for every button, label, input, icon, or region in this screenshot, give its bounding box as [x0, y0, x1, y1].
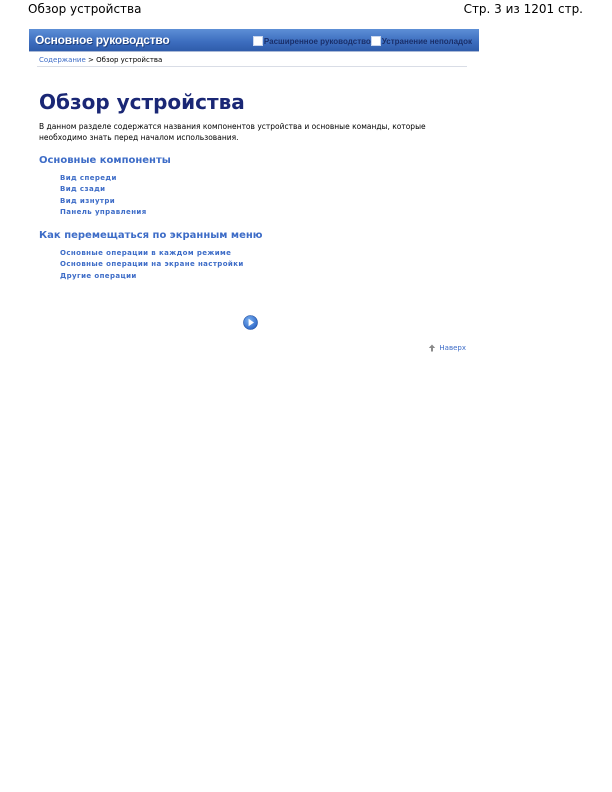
troubleshooting-link[interactable]	[371, 36, 472, 46]
breadcrumb-home-link[interactable]: Содержание	[39, 56, 86, 64]
advanced-guide-label: Расширенное руководство	[263, 36, 371, 46]
section-heading-menu-navigation: Как перемещаться по экранным меню	[39, 230, 263, 241]
checkbox-icon	[371, 36, 381, 46]
next-page-button[interactable]	[243, 315, 258, 330]
page-title: Обзор устройства	[39, 90, 245, 114]
section-heading-components: Основные компоненты	[39, 155, 171, 166]
components-link-list	[60, 173, 147, 218]
link-operation-panel[interactable]: Панель управления	[60, 207, 147, 216]
checkbox-icon	[253, 36, 263, 46]
breadcrumb-current: Обзор устройства	[96, 56, 163, 64]
play-circle-icon	[243, 315, 258, 330]
advanced-guide-link[interactable]	[253, 36, 371, 46]
guide-banner	[29, 29, 479, 51]
breadcrumb-separator: >	[88, 56, 94, 64]
divider	[37, 66, 467, 67]
back-to-top-label: Наверх	[439, 344, 466, 352]
print-header-title: Обзор устройства	[28, 2, 142, 16]
banner-title: Основное руководство	[35, 33, 170, 47]
link-basic-operations-settings[interactable]: Основные операции на экране настройки	[60, 260, 244, 269]
link-inside-view[interactable]: Вид изнутри	[60, 196, 116, 205]
link-other-operations[interactable]: Другие операции	[60, 271, 137, 280]
link-rear-view[interactable]: Вид сзади	[60, 185, 106, 194]
breadcrumb	[39, 56, 162, 64]
intro-text: В данном разделе содержатся названия компонентов устройства и основные команды, которые необходимо знать перед началом использования.	[39, 122, 426, 142]
link-front-view[interactable]: Вид спереди	[60, 174, 117, 182]
print-header-page-counter: Стр. 3 из 1201 стр.	[463, 2, 583, 16]
banner-links	[253, 36, 472, 46]
troubleshooting-label: Устранение неполадок	[381, 36, 472, 46]
link-basic-operations-each-mode[interactable]: Основные операции в каждом режиме	[60, 249, 232, 257]
back-to-top-link[interactable]	[428, 344, 466, 352]
up-arrow-icon	[428, 344, 436, 352]
navigation-link-list	[60, 248, 244, 282]
